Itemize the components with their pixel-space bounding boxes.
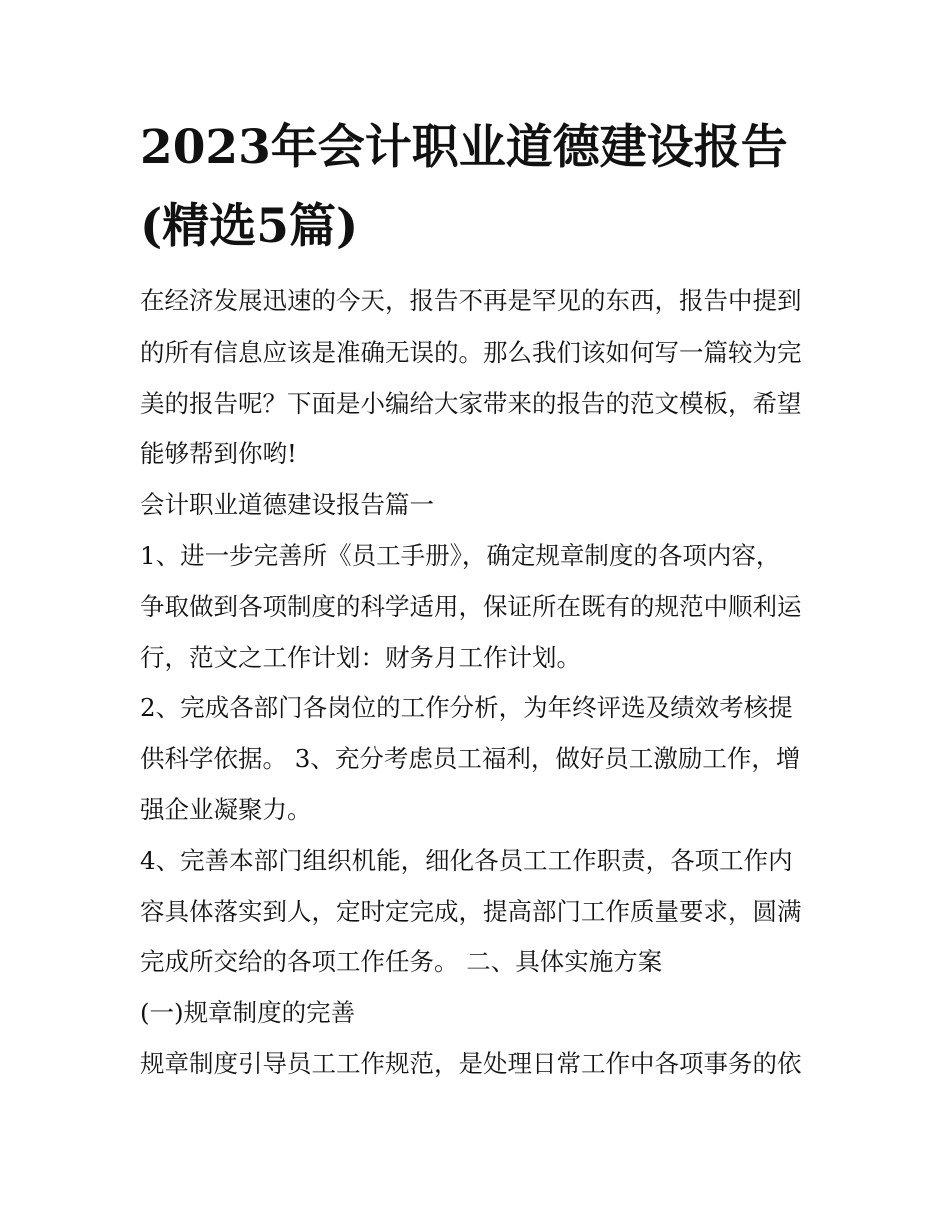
body-line: 1、进一步完善所《员工手册》，确定规章制度的各项内容， [140,541,781,570]
body-line: 的所有信息应该是准确无误的。那么我们该如何写一篇较为完 [140,338,802,367]
body-line: 完成所交给的各项工作任务。 二、具体实施方案 [140,947,663,976]
document-title-line-2: (精选5篇) [140,199,359,254]
body-line: 强企业凝聚力。 [140,795,312,824]
body-line: 行，范文之工作计划：财务月工作计划。 [140,643,581,672]
body-line: 4、完善本部门组织机能，细化各员工工作职责，各项工作内 [140,846,793,875]
body-line: 2、完成各部门各岗位的工作分析，为年终评选及绩效考核提 [140,693,793,722]
body-line: 规章制度引导员工工作规范，是处理日常工作中各项事务的依 [140,1049,802,1078]
document-title-line-1: 2023年会计职业道德建设报告 [140,120,788,175]
body-line: 争取做到各项制度的科学适用，保证所在既有的规范中顺利运 [140,592,802,621]
body-line: 能够帮到你哟! [140,439,297,468]
body-line: 在经济发展迅速的今天，报告不再是罕见的东西，报告中提到 [140,286,802,315]
body-line: 美的报告呢？下面是小编给大家带来的报告的范文模板，希望 [140,389,802,418]
section-heading: 会计职业道德建设报告篇一 [140,490,434,519]
body-line: 供科学依据。 3、充分考虑员工福利，做好员工激励工作，增 [140,744,801,773]
body-line: 容具体落实到人，定时定完成，提高部门工作质量要求，圆满 [140,897,802,926]
subsection-heading: (一)规章制度的完善 [140,998,356,1027]
